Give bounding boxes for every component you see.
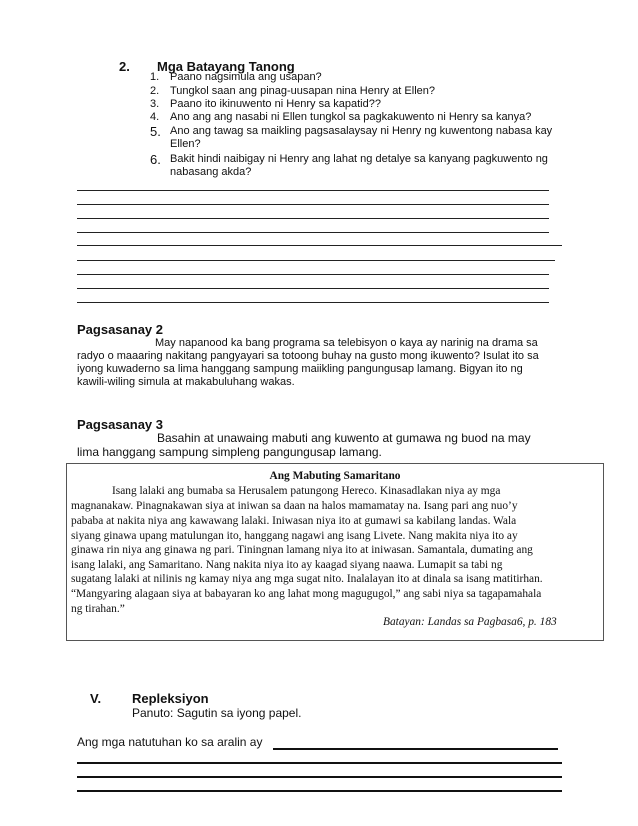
- exercise-3-text: Basahin at unawaing mabuti ang kuwento at gumawa ng buod na may: [157, 431, 531, 445]
- answer-line: [77, 190, 549, 191]
- story-line: isang lalaki, ang Samaritano. Nang nakita niya ito ay kaagad siyang naawa. Lumapit sa tabi ng: [71, 559, 503, 571]
- answer-line: [77, 790, 562, 792]
- section-number: V.: [90, 691, 102, 706]
- story-source: Batayan: Landas sa Pagbasa6, p. 183: [383, 616, 557, 628]
- question-number: 5.: [150, 124, 161, 139]
- exercise-2-title: Pagsasanay 2: [77, 322, 164, 337]
- question-number: 6.: [150, 152, 161, 167]
- exercise-2-text: May napanood ka bang programa sa telebisyon o kaya ay narinig na drama sa: [155, 337, 538, 349]
- reflection-prompt: Ang mga natutuhan ko sa aralin ay: [77, 735, 263, 749]
- exercise-3-title: Pagsasanay 3: [77, 417, 164, 432]
- story-line: magnanakaw. Pinagnakawan siya at iniwan sa daan na halos mamamatay na. Isang pari ang nuo’y: [71, 500, 518, 512]
- answer-line: [77, 204, 549, 205]
- question-text: Ano ang ang nasabi ni Ellen tungkol sa pagkakuwento ni Henry sa kanya?: [170, 111, 532, 123]
- question-text: Ano ang tawag sa maikling pagsasalaysay ni Henry ng kuwentong nabasa kay Ellen?: [170, 125, 553, 150]
- answer-line: [273, 748, 558, 750]
- question-text: Bakit hindi naibigay ni Henry ang lahat ng detalye sa kanyang pagkuwento ng nabasang akda?: [170, 153, 548, 178]
- story-line: sugatang lalaki at nilinis ng kamay niya ang mga sugat nito. Inalalayan ito at dinala sa isang matitirhan.: [71, 573, 543, 585]
- exercise-3-text: lima hanggang sampung simpleng pangungusap lamang.: [77, 445, 382, 459]
- answer-line: [77, 762, 562, 764]
- story-line: Isang lalaki ang bumaba sa Herusalem patungong Hereco. Kinasadlakan niya ay mga: [112, 485, 501, 497]
- story-line: “Mangyaring alagaan siya at babayaran ko ang lahat mong magugugol,” ang sabi niya sa tagapamahala: [71, 588, 542, 600]
- question-number: 4.: [150, 111, 160, 123]
- answer-line: [77, 245, 562, 246]
- question-number: 1.: [150, 71, 160, 83]
- story-line: ng tirahan.”: [71, 603, 125, 615]
- question-text: Paano ito ikinuwento ni Henry sa kapatid??: [170, 98, 381, 110]
- instruction-text: Panuto: Sagutin sa iyong papel.: [132, 706, 302, 720]
- exercise-2-text: iyong kuwaderno sa lima hanggang sampung maiikling pangungusap lamang. Bigyan ito ng: [77, 363, 523, 375]
- exercise-2-text: radyo o maaaring nakitang pangyayari sa totoong buhay na gusto mong ikuwento? Isulat ito sa: [77, 350, 539, 362]
- story-title: Ang Mabuting Samaritano: [269, 470, 401, 482]
- question-number: 2.: [150, 85, 160, 97]
- exercise-2-text: kawili-wiling simula at makabuluhang wakas.: [77, 376, 295, 388]
- answer-line: [77, 218, 549, 219]
- story-line: ginawa rin niya ang ginawa ng pari. Tiningnan lamang niya ito at iniwasan. Samantala, dumating ang: [71, 544, 533, 556]
- answer-line: [77, 288, 549, 289]
- answer-line: [77, 260, 555, 261]
- story-line: pababa at nakita niya ang kawawang lalaki. Iniwasan niya ito at gumawi sa kabilang landas. Wala: [71, 515, 517, 527]
- section-number: 2.: [119, 59, 130, 74]
- question-text: Tungkol saan ang pinag-uusapan nina Henry at Ellen?: [170, 85, 435, 97]
- story-line: siyang ginawa upang matulungan ito, hanggang nagawi ang isang Livete. Nang makita niya ito ay: [71, 530, 518, 542]
- question-text: Paano nagsimula ang usapan?: [170, 71, 322, 83]
- section-title: Mga Batayang Tanong: [157, 59, 295, 74]
- answer-line: [77, 232, 549, 233]
- answer-line: [77, 302, 549, 303]
- answer-line: [77, 776, 562, 778]
- section-title: Repleksiyon: [132, 691, 209, 706]
- question-number: 3.: [150, 98, 160, 110]
- answer-line: [77, 274, 549, 275]
